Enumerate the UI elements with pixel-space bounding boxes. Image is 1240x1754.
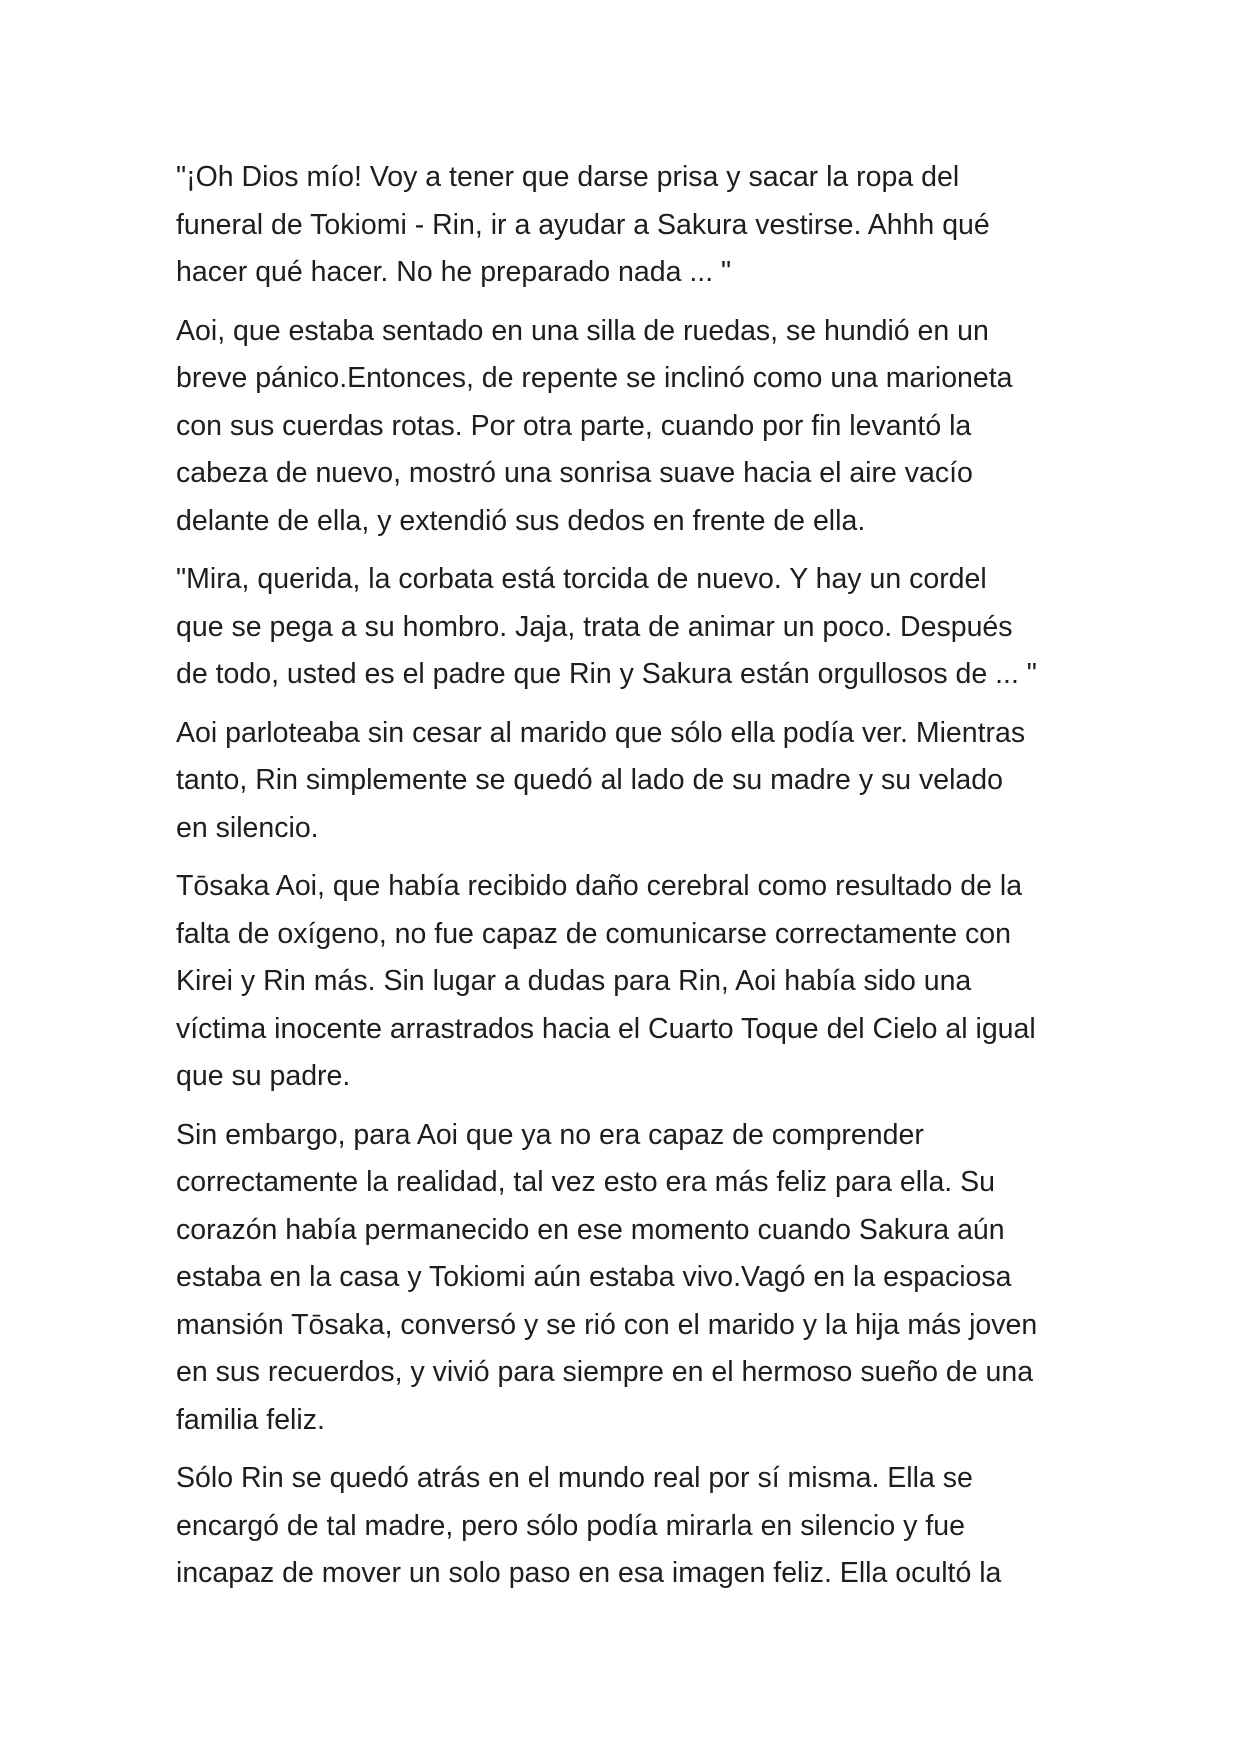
text-line: "¡Oh Dios mío! Voy a tener que darse prisa y sacar la ropa del <box>176 161 960 193</box>
text-line: "Mira, querida, la corbata está torcida de nuevo. Y hay un cordel <box>176 563 987 595</box>
text-line: Aoi, que estaba sentado en una silla de ruedas, se hundió en un <box>176 314 989 347</box>
text-line: estaba en la casa y Tokiomi aún estaba vivo.Vagó en la espaciosa <box>176 1261 1012 1293</box>
text-line: correctamente la realidad, tal vez esto era más feliz para ella. Su <box>176 1166 995 1198</box>
text-line: tanto, Rin simplemente se quedó al lado de su madre y su velado <box>176 764 1003 796</box>
paragraph-6 <box>176 1112 1076 1445</box>
paragraph-1 <box>176 154 1076 297</box>
text-line: incapaz de mover un solo paso en esa imagen feliz. Ella ocultó la <box>176 1557 1002 1589</box>
text-line: Aoi parloteaba sin cesar al marido que sólo ella podía ver. Mientras <box>176 716 1026 749</box>
text-line: en sus recuerdos, y vivió para siempre en el hermoso sueño de una <box>176 1356 1034 1388</box>
text-line: Sólo Rin se quedó atrás en el mundo real por sí misma. Ella se <box>176 1462 973 1494</box>
text-line: que se pega a su hombro. Jaja, trata de animar un poco. Después <box>176 610 1013 643</box>
text-line: breve pánico.Entonces, de repente se inclinó como una marioneta <box>176 362 1013 394</box>
paragraph-7 <box>176 1455 1076 1598</box>
text-line: corazón había permanecido en ese momento cuando Sakura aún <box>176 1213 1005 1246</box>
paragraph-4 <box>176 710 1076 853</box>
document-body <box>176 154 1076 1609</box>
text-line: que su padre. <box>176 1060 351 1092</box>
paragraph-5 <box>176 863 1076 1101</box>
text-line: delante de ella, y extendió sus dedos en frente de ella. <box>176 504 866 537</box>
text-line: cabeza de nuevo, mostró una sonrisa suave hacia el aire vacío <box>176 457 973 489</box>
text-line: Sin embargo, para Aoi que ya no era capaz de comprender <box>176 1118 924 1151</box>
text-line: con sus cuerdas rotas. Por otra parte, cuando por fin levantó la <box>176 409 972 442</box>
text-line: hacer qué hacer. No he preparado nada ... " <box>176 256 732 288</box>
text-line: funeral de Tokiomi - Rin, ir a ayudar a Sakura vestirse. Ahhh qué <box>176 208 990 241</box>
text-line: encargó de tal madre, pero sólo podía mirarla en silencio y fue <box>176 1509 965 1542</box>
text-line: mansión Tōsaka, conversó y se rió con el marido y la hija más joven <box>176 1308 1038 1341</box>
text-line: familia feliz. <box>176 1403 325 1436</box>
paragraph-3 <box>176 556 1076 699</box>
text-line: Tōsaka Aoi, que había recibido daño cerebral como resultado de la <box>176 870 1023 902</box>
paragraph-2 <box>176 308 1076 546</box>
text-line: Kirei y Rin más. Sin lugar a dudas para Rin, Aoi había sido una <box>176 965 972 997</box>
text-line: falta de oxígeno, no fue capaz de comunicarse correctamente con <box>176 917 1011 950</box>
text-line: de todo, usted es el padre que Rin y Sakura están orgullosos de ... " <box>176 658 1037 690</box>
text-line: en silencio. <box>176 811 319 844</box>
text-line: víctima inocente arrastrados hacia el Cuarto Toque del Cielo al igual <box>176 1012 1036 1045</box>
